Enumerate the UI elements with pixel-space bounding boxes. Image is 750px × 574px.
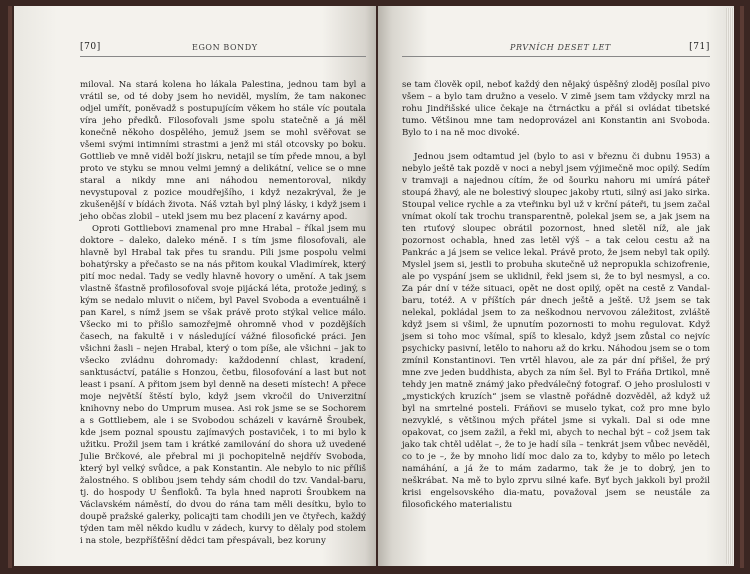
right-page-header: [402, 42, 710, 57]
right-paragraph-2: Jednou jsem odtamtud jel (bylo to asi v březnu či dubnu 1953) a nebylo ještě tak pozdě v noci a nebyl jsem výjimečně moc opilý. Sedím v tramvaji a najednou cítím, že od šourku nahoru mi umírá páteř stoupá žhavý, ale ne bolestivý sloupec jakoby rtuti, silný asi jako sirka. Stoupal velice rychle a za vteřinku byl už v krční páteři, tu jsem začal vnímat okolí tak trochu transparentně, polekal jsem se, a jak jsem na ten rtuťový sloupec obrátil pozornost, hned sletěl níž, ale jak pozornost ochabla, hned zas letěl výš – a tak celou cestu až na Pankrác a já jsem se velice lekal. Právě proto, že jsem nebyl tak opilý. Myslel jsem si, jestli to probuha skutečně už nepropukla schizofrenie, ale po vyspání jsem se uklidnil, řekl jsem si, že to byl nesmysl, a co. Za pár dní v téže situaci, opět ne dost opilý, opět na cestě z Vandal-baru, totéž. A v příštích pár dnech ještě a ještě. Už jsem se tak nelekal, pokládal jsem to za neškodnou nervovou záležitost, zvláště když jsem si všiml, že upnutím pozornosti to mohu regulovat. Když jsem si toho moc všímal, spíš to klesalo, když jsem zůstal co nejvíc psychicky pasivní, letělo to nahoru až do krku. Náhodou jsem se o tom zmínil Konstantinovi. Ten vrtěl hlavou, ale za pár dní přišel, že prý mne zve jeden buddhista, abych za ním šel. Byl to Fráňa Drtikol, mně tehdy jen matně známý jako předválečný fotograf. O jeho proslulosti v „mystických kruzích“ jsem se vlastně pořádně dozvěděl, až když už byl na smrtelné posteli. Fráňovi se muselo tykat, což pro mne bylo nezvyklé, s většinou mých přátel jsme si vykali. Dal si ode mne opakovat, co jsem zažil, a řekl mi, abych to nechal být – což jsem tak jako tak chtěl udělat –, že to je hadí síla – tenkrát jsem vůbec nevěděl, co to je –, že by mnoho lidí moc dalo za to, kdyby to mělo po letech namáhání, a já že to mám zadarmo, tak že je to dobrý, jen to neškrábat. Na mě to bylo zprvu silné kafe. Byť bych jakkoli byl prožil krisi engelsovského dia-matu, považoval jsem se neustále za filosofického materialistu: [402, 152, 710, 510]
left-page: [14, 6, 376, 566]
left-paragraph-1: miloval. Na stará kolena ho lákala Palestina, jednou tam byl a vrátil se, od té doby jsem ho neviděl, myslím, že tam nakonec odjel umřít, poněvadž s postupujícím věkem ho stále víc poutala víra jeho předků. Filosofovali jsme spolu statečně a já měl konečně někoho dospělého, jemuž jsem se mohl svěřovat se všemi svými intimními strastmi a jenž mi stál otcovsky po boku. Gottlieb ve mně viděl boží jiskru, netajil se tím přede mnou, a byl proto ve styku se mnou velmi jemný a delikátní, velice se o mne staral a nikdy mne ani náhodou nementoroval, nikdy nevystupoval z pozice moudřejšího, i když nezakrýval, že je zkušenější v bídách života. Náš vztah byl plný lásky, i když jsem i jeho občas zlobil – utekl jsem mu bez placení z kavárny apod.: [80, 80, 366, 222]
right-page-number: [71]: [689, 42, 710, 52]
right-running-head: PRVNÍCH DESET LET: [510, 43, 611, 52]
left-paragraph-2: Oproti Gottliebovi znamenal pro mne Hrabal – říkal jsem mu doktore – daleko, daleko méně. I s tím jsme filosofovali, ale hlavně byl Hrabal tak přes tu srandu. Pili jsme pospolu velmi bohatýrsky a přečasto se na nás přitom koukal Vladimírek, který pití moc nedal. Tady se vedly hlavně hovory o umění. A tak jsem vlastně šťastně profilosofoval svoje pijácká léta, protože jediný, s kým se nedalo mluvit o ničem, byl Pavel Svoboda a eventuálně i pan Karel, s nímž jsem se však právě proto stýkal velice málo. Všecko mi to přišlo samozřejmě ohromně vhod v pozdějších časech, na fakultě i v následující vážné filosofické práci. Jen všichni žasli – nejen Hrabal, který o tom píše, ale všichni – jak to všecko zvládnu dohromady: každodenní chlast, kradení, sanktusáctví, patálie s Honzou, četbu, filosofování a last but not least i psaní. A přitom jsem byl denně na deseti místech! A přece moje největší štěstí bylo, když jsem vkročil do Univerzitní knihovny nebo do Umprum musea. Asi rok jsme se se Sochorem a s Gottliebem, ale i se Svobodou scházeli v kavárně Šroubek, kde jsem poznal spoustu zajímavých postaviček, i to mi bylo k užitku. Prožil jsem tam i krátké zamilování do shora už uvedené Julie Brčkové, ale přebral mi ji pochopitelně nejdřív Svoboda, který byl velký svůdce, a pak Konstantin. Ale nebylo to nic příliš žalostného. S oblibou jsem tehdy sám chodil do tzv. Vandal-baru, tj. do hospody U Šenfloků. Ta byla hned naproti Šroubkem na Václavském náměstí, do dvou do rána tam měli desítku, bylo to doupě pražské galerky, policajti tam chodili jen ve čtyřech, každý týden tam měl někdo kudlu v zádech, kurvy to dělaly pod stolem i na stole, bezpříšťěšní dědci tam přespávali, bez koruny: [80, 224, 366, 546]
book-spread: [8, 6, 744, 568]
left-page-number: [70]: [80, 42, 101, 52]
left-page-header: [80, 42, 366, 57]
left-page-text: [80, 79, 366, 547]
right-page: [378, 6, 734, 566]
left-running-head: EGON BONDY: [192, 43, 258, 52]
right-page-text: [402, 79, 710, 511]
right-paragraph-1: se tam člověk opil, neboť každý den nějaký úspěšný zloděj posílal pivo všem – a bylo tam družno a veselo. V zimě jsem tam vždycky mrzl na rohu Jindřišské ulice čekaje na čtrnáctku a přál si ovládat tibetské tumo. Většinou mne tam nedoprovázel ani Konstantin ani Svoboda. Bylo to i na ně moc divoké.: [402, 80, 710, 138]
page-edges: [726, 8, 734, 564]
